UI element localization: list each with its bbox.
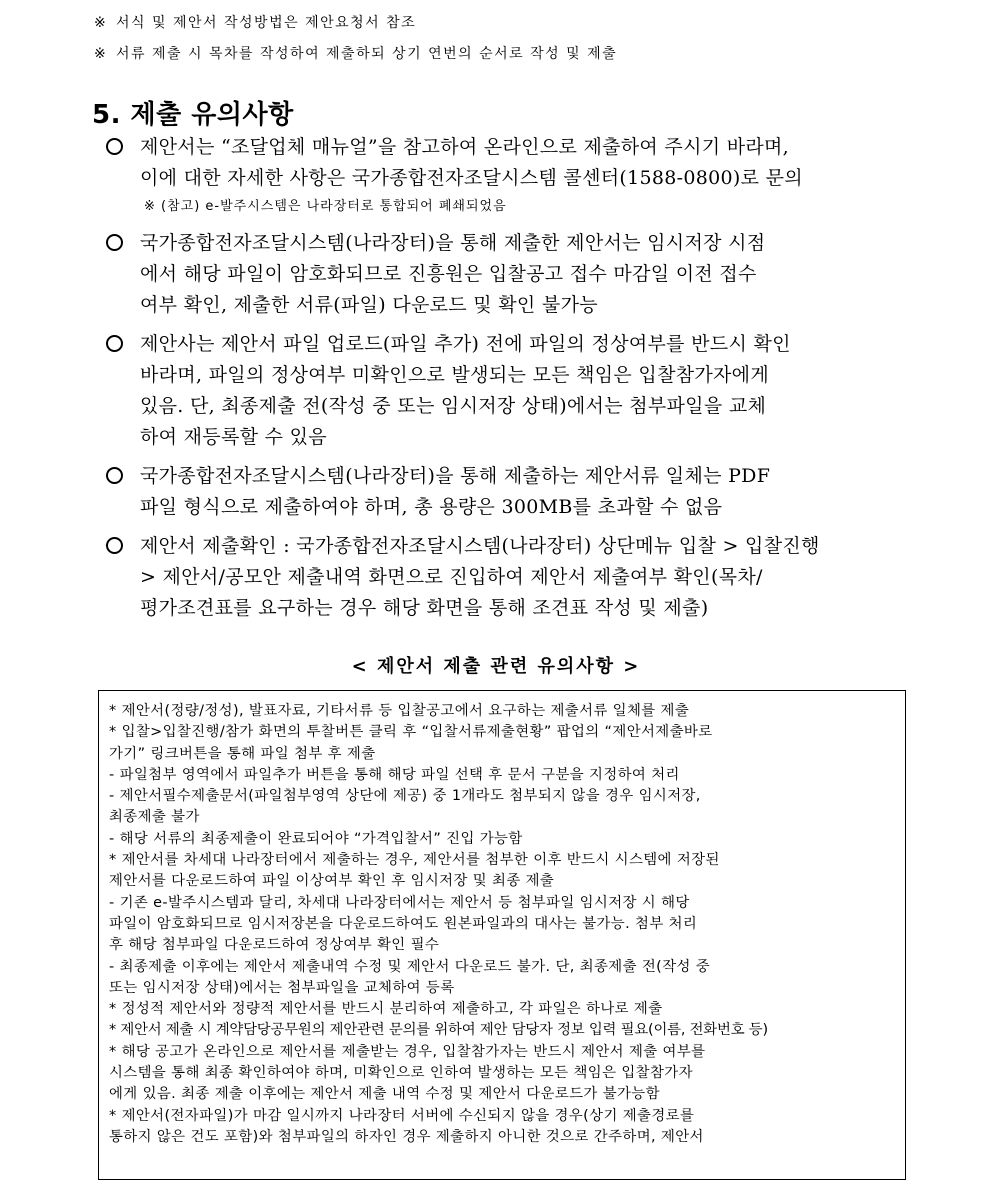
notice-line: * 해당 공고가 온라인으로 제안서를 제출받는 경우, 입찰참가자는 반드시 제안서 제출 여부를 [109, 1043, 706, 1060]
circle-bullet-icon [106, 335, 123, 352]
bullet-item [106, 531, 906, 624]
bullet-item [106, 329, 906, 453]
note-marker: ※ [94, 15, 108, 31]
notice-line: - 기존 e-발주시스템과 달리, 차세대 나라장터에서는 제안서 등 첨부파일 임시저장 시 해당 [109, 894, 690, 911]
section-heading: 5. 제출 유의사항 [92, 100, 294, 130]
notice-line: * 제안서를 차세대 나라장터에서 제출하는 경우, 제안서를 첨부한 이후 반드시 시스템에 저장된 [109, 852, 720, 869]
note-text: 서식 및 제안서 작성방법은 제안요청서 참조 [116, 15, 417, 31]
note-text: 서류 제출 시 목차를 작성하여 제출하되 상기 연번의 순서로 작성 및 제출 [116, 46, 618, 62]
notice-line: - 최종제출 이후에는 제안서 제출내역 수정 및 제안서 다운로드 불가. 단, 최종제출 전(작성 중 [109, 958, 711, 975]
bullet-text: 있음. 단, 최종제출 전(작성 중 또는 임시저장 상태)에서는 첨부파일을 교체 [140, 395, 767, 417]
bullet-text: 하여 재등록할 수 있음 [140, 426, 327, 448]
circle-bullet-icon [106, 467, 123, 484]
notice-line: * 정성적 제안서와 정량적 제안서를 반드시 분리하여 제출하고, 각 파일은 하나로 제출 [109, 1001, 663, 1018]
notice-line: - 파일첨부 영역에서 파일추가 버튼을 통해 해당 파일 선택 후 문서 구분을 지정하여 처리 [109, 766, 680, 783]
bullet-text: > 제안서/공모안 제출내역 화면으로 진입하여 제안서 제출여부 확인(목차/ [140, 566, 763, 588]
note-line [94, 12, 416, 32]
bullet-text: 평가조견표를 요구하는 경우 해당 화면을 통해 조견표 작성 및 제출) [140, 597, 709, 619]
notice-line: - 해당 서류의 최종제출이 완료되어야 “가격입찰서” 진입 가능함 [109, 830, 523, 847]
bullet-text: 여부 확인, 제출한 서류(파일) 다운로드 및 확인 불가능 [140, 294, 598, 316]
bullet-text: 국가종합전자조달시스템(나라장터)을 통해 제출한 제안서는 임시저장 시점 [140, 232, 766, 254]
notice-line: * 제안서 제출 시 계약담당공무원의 제안관련 문의를 위하여 제안 담당자 정보 입력 필요(이름, 전화번호 등) [109, 1022, 768, 1039]
notice-line: 시스템을 통해 최종 확인하여야 하며, 미확인으로 인하여 발생하는 모든 책임은 입찰참가자 [109, 1065, 693, 1082]
circle-bullet-icon [106, 138, 123, 155]
note-marker: ※ [94, 46, 108, 62]
notice-line: 후 해당 첨부파일 다운로드하여 정상여부 확인 필수 [109, 937, 440, 954]
bullet-text: 이에 대한 자세한 사항은 국가종합전자조달시스템 콜센터(1588-0800)로 문의 [140, 167, 803, 189]
notice-line: 통하지 않은 건도 포함)와 첨부파일의 하자인 경우 제출하지 아니한 것으로 간주하며, 제안서 [109, 1128, 704, 1145]
note-line [94, 43, 617, 63]
notice-box [98, 690, 906, 1180]
bullet-text: 에서 해당 파일이 암호화되므로 진흥원은 입찰공고 접수 마감일 이전 접수 [140, 263, 757, 285]
bullet-subnote: ※ (참고) e-발주시스템은 나라장터로 통합되어 폐쇄되었음 [144, 199, 507, 214]
bullet-item [106, 461, 906, 523]
notice-line: 에게 있음. 최종 제출 이후에는 제안서 제출 내역 수정 및 제안서 다운로드가 불가능함 [109, 1086, 660, 1103]
bullet-text: 제안서는 “조달업체 매뉴얼”을 참고하여 온라인으로 제출하여 주시기 바라며, [140, 136, 790, 158]
bullet-text: 바라며, 파일의 정상여부 미확인으로 발생되는 모든 책임은 입찰참가자에게 [140, 364, 769, 386]
circle-bullet-icon [106, 234, 123, 251]
bullet-item [106, 132, 906, 220]
bullet-text: 제안사는 제안서 파일 업로드(파일 추가) 전에 파일의 정상여부를 반드시 확인 [140, 333, 791, 355]
notice-line: * 입찰>입찰진행/참가 화면의 투찰버튼 클릭 후 “입찰서류제출현황” 팝업의 “제안서제출바로 [109, 724, 713, 741]
notice-line: 또는 임시저장 상태)에서는 첨부파일을 교체하여 등록 [109, 979, 455, 996]
bullet-list [106, 132, 906, 632]
notice-box-title: < 제안서 제출 관련 유의사항 > [351, 656, 641, 677]
bullet-text: 파일 형식으로 제출하여야 하며, 총 용량은 300MB를 초과할 수 없음 [140, 496, 723, 518]
notice-line: 가기” 링크버튼을 통해 파일 첨부 후 제출 [109, 745, 376, 762]
notice-line: 최종제출 불가 [109, 809, 200, 826]
bullet-item [106, 228, 906, 321]
notice-line: * 제안서(전자파일)가 마감 일시까지 나라장터 서버에 수신되지 않을 경우(상기 제출경로를 [109, 1107, 695, 1124]
bullet-text: 제안서 제출확인 : 국가종합전자조달시스템(나라장터) 상단메뉴 입찰 > 입찰진행 [140, 535, 820, 557]
notice-line: * 제안서(정량/정성), 발표자료, 기타서류 등 입찰공고에서 요구하는 제출서류 일체를 제출 [109, 703, 690, 719]
notice-line: 제안서를 다운로드하여 파일 이상여부 확인 후 임시저장 및 최종 제출 [109, 873, 555, 890]
notice-line: - 제안서필수제출문서(파일첨부영역 상단에 제공) 중 1개라도 첨부되지 않을 경우 임시저장, [109, 788, 701, 805]
bullet-text: 국가종합전자조달시스템(나라장터)을 통해 제출하는 제안서류 일체는 PDF [140, 465, 771, 487]
notice-line: 파일이 암호화되므로 임시저장본을 다운로드하여도 원본파일과의 대사는 불가능. 첨부 처리 [109, 915, 698, 932]
circle-bullet-icon [106, 537, 123, 554]
